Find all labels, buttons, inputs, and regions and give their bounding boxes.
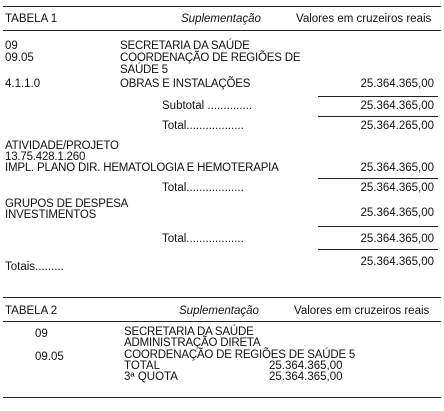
t1-atividade-code: 13.75.428.1.260 bbox=[5, 151, 86, 163]
t1-code-0905: 09.05 bbox=[5, 52, 34, 64]
t1-total2-value: 25.364.365,00 bbox=[360, 182, 434, 194]
t2-top-rule bbox=[3, 297, 441, 298]
t1-header-rule bbox=[3, 30, 441, 31]
t1-rule-1 bbox=[318, 96, 438, 97]
t2-total-label: TOTAL bbox=[124, 360, 160, 372]
t1-obras-value: 25.364.365,00 bbox=[360, 78, 434, 90]
t1-total3-label: Total.................. bbox=[162, 233, 244, 245]
t2-valores-header: Valores em cruzeiros reais bbox=[294, 305, 430, 317]
t1-rule-2 bbox=[318, 116, 438, 117]
t1-grupos-label: GRUPOS DE DESPESA bbox=[5, 198, 129, 210]
t1-obras-line: OBRAS E INSTALAÇÕES bbox=[120, 78, 251, 90]
t2-quota-value: 25.364.365,00 bbox=[269, 371, 343, 383]
t2-total-value: 25.364.365,00 bbox=[269, 360, 343, 372]
t1-coordenacao-line: COORDENAÇÃO DE REGIÕES DE bbox=[120, 52, 301, 64]
t2-title: TABELA 2 bbox=[5, 305, 58, 317]
t1-atividade-desc: IMPL. PLANO DIR. HEMATOLOGIA E HEMOTERAPIA bbox=[5, 162, 279, 174]
t1-investimentos-label: INVESTIMENTOS bbox=[5, 209, 97, 221]
t1-saude5-line: SAÚDE 5 bbox=[120, 64, 168, 76]
t2-coordenacao-line: COORDENAÇÃO DE REGIÕES DE SAÚDE 5 bbox=[124, 349, 356, 361]
t2-code-09: 09 bbox=[35, 328, 48, 340]
t1-secretaria-line: SECRETARIA DA SAÚDE bbox=[120, 40, 250, 52]
t2-code-0905: 09.05 bbox=[35, 351, 64, 363]
t1-subtotal-value: 25.364.365,00 bbox=[360, 100, 434, 112]
t1-code-4110: 4.1.1.0 bbox=[5, 78, 41, 90]
t1-rule-3 bbox=[318, 178, 438, 179]
t1-totais-label: Totais......... bbox=[5, 261, 64, 273]
t1-valores-header: Valores em cruzeiros reais bbox=[296, 13, 432, 25]
t1-title: TABELA 1 bbox=[5, 13, 58, 25]
t1-rule-5 bbox=[318, 249, 438, 250]
t1-total3-value: 25.364.365,00 bbox=[360, 233, 434, 245]
t1-total1-value: 25.364.265,00 bbox=[360, 120, 434, 132]
t2-header-rule bbox=[3, 321, 441, 322]
t1-suplementacao-header: Suplementação bbox=[181, 13, 261, 25]
t1-grupos-value: 25.364.365,00 bbox=[360, 207, 434, 219]
t1-code-09: 09 bbox=[5, 40, 18, 52]
t1-atividade-label: ATIVIDADE/PROJETO bbox=[5, 140, 119, 152]
t1-top-rule bbox=[3, 6, 441, 7]
t1-totais-value: 25.364.365,00 bbox=[360, 256, 434, 268]
t2-administracao-line: ADMINISTRAÇÃO DIRETA bbox=[124, 337, 261, 349]
t1-total1-label: Total.................. bbox=[162, 120, 244, 132]
t1-rule-4 bbox=[318, 226, 438, 227]
t2-suplementacao-header: Suplementação bbox=[179, 305, 259, 317]
t2-quota-label: 3ª QUOTA bbox=[124, 371, 178, 383]
t2-bottom-rule bbox=[3, 397, 441, 398]
t1-atividade-value: 25.364.365,00 bbox=[360, 162, 434, 174]
t2-secretaria-line: SECRETARIA DA SAÚDE bbox=[124, 326, 254, 338]
t1-subtotal-label: Subtotal .............. bbox=[162, 100, 253, 112]
t1-total2-label: Total.................. bbox=[162, 182, 244, 194]
